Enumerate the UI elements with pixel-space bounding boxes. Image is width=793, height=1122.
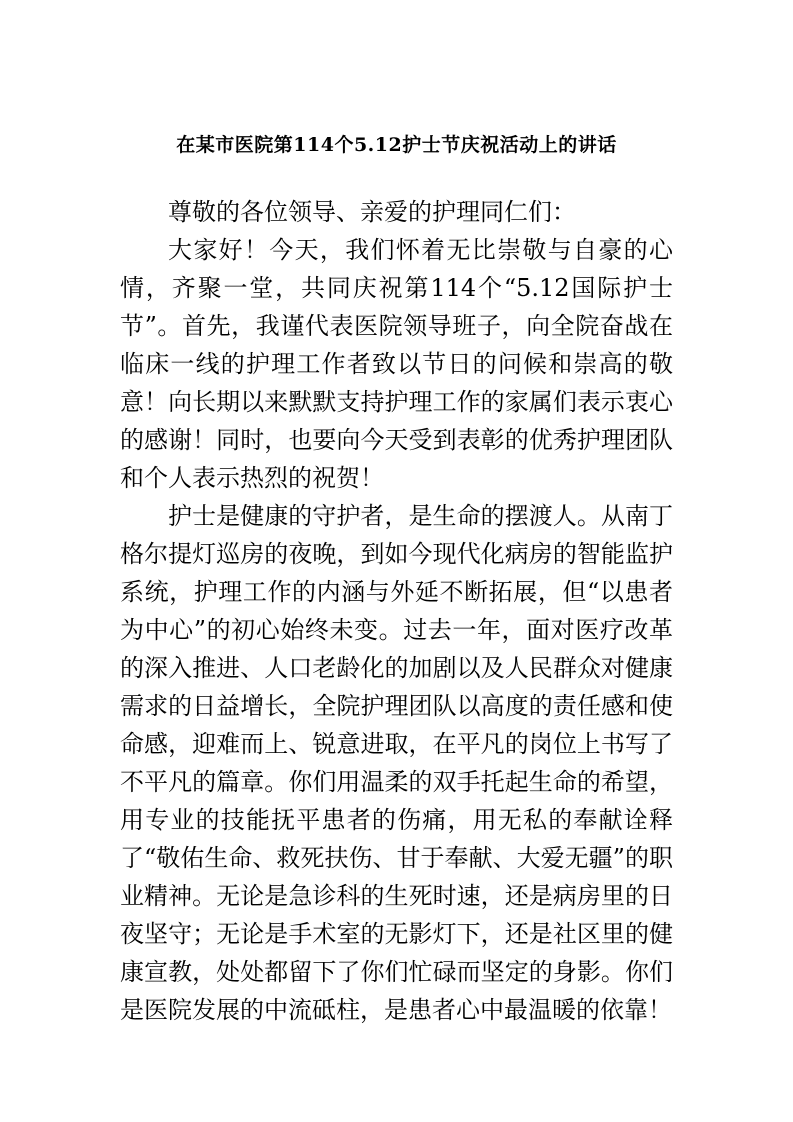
greeting-paragraph: 大家好！今天，我们怀着无比崇敬与自豪的心情，齐聚一堂，共同庆祝第114个“5.12国际护士节”。首先，我谨代表医院领导班子，向全院奋战在临床一线的护理工作者致以节日的问候和崇高的敬意！向长期以来默默支持护理工作的家属们表示衷心的感谢！同时，也要向今天受到表彰的优秀护理团队和个人表示热烈的祝贺！ — [120, 236, 673, 492]
document-body — [120, 193, 673, 1029]
body-paragraph: 护士是健康的守护者，是生命的摆渡人。从南丁格尔提灯巡房的夜晚，到如今现代化病房的智能监护系统，护理工作的内涵与外延不断拓展，但“以患者为中心”的初心始终未变。过去一年，面对医疗改革的深入推进、人口老龄化的加剧以及人民群众对健康需求的日益增长，全院护理团队以高度的责任感和使命感，迎难而上、锐意进取，在平凡的岗位上书写了不平凡的篇章。你们用温柔的双手托起生命的希望，用专业的技能抚平患者的伤痛，用无私的奉献诠释了“敬佑生命、救死扶伤、甘于奉献、大爱无疆”的职业精神。无论是急诊科的生死时速，还是病房里的日夜坚守；无论是手术室的无影灯下，还是社区里的健康宣教，处处都留下了你们忙碌而坚定的身影。你们是医院发展的中流砥柱，是患者心中最温暖的依靠！ — [120, 502, 673, 1024]
salutation-paragraph: 尊敬的各位领导、亲爱的护理同仁们： — [168, 198, 576, 226]
document-title: 在某市医院第114个5.12护士节庆祝活动上的讲话 — [176, 134, 617, 156]
